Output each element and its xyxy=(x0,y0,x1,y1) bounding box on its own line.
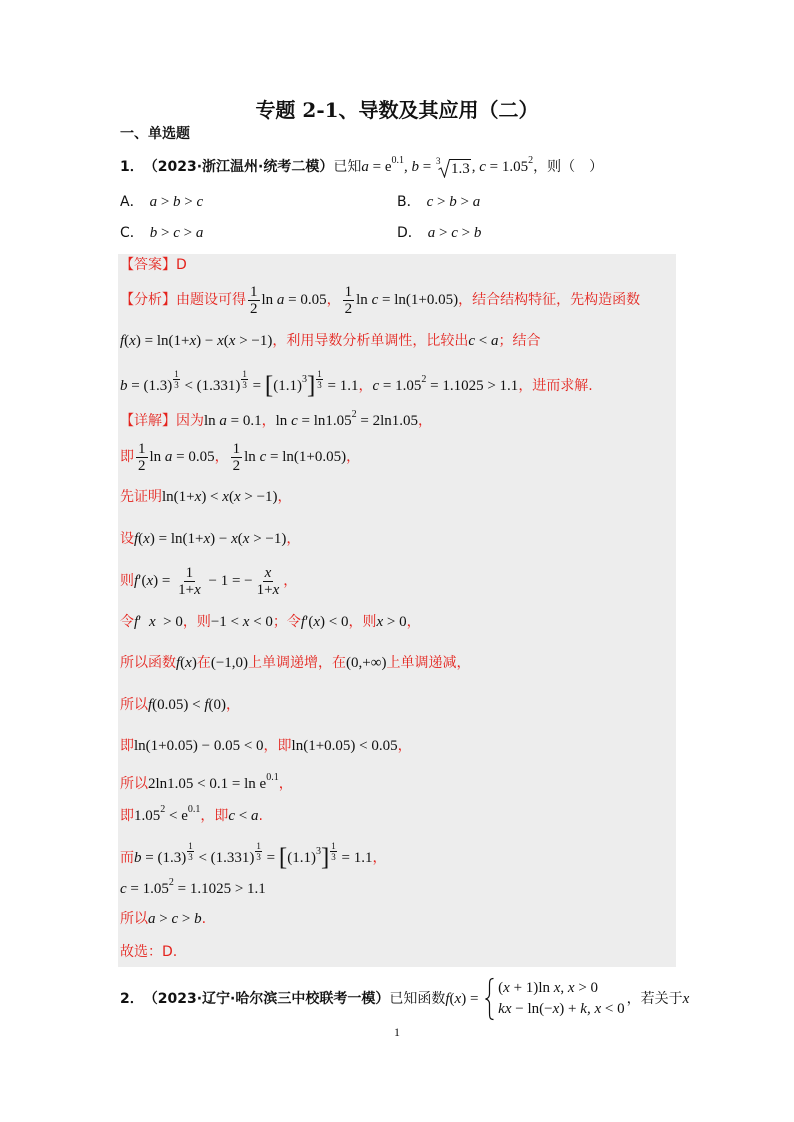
math-expression: ln(1+x) < x(x > −1) xyxy=(162,489,278,505)
math-expression: c < a xyxy=(468,333,499,349)
fraction-denominator: 2 xyxy=(250,300,258,317)
option-label: B． xyxy=(397,194,421,210)
math-variable: x xyxy=(203,531,211,547)
analysis-line-1 xyxy=(120,285,640,315)
math-variable: c xyxy=(468,333,476,349)
math-variable: x xyxy=(552,1001,560,1017)
math-expression: ln c = ln(1+0.05) xyxy=(356,292,459,308)
detail-line-15 xyxy=(120,937,177,967)
question-heading: （2023·辽宁·哈尔滨三中校联考一模） xyxy=(143,991,390,1007)
math-expression: ln a = 0.1 xyxy=(204,413,262,429)
fraction-exponent xyxy=(255,841,262,862)
large-bracket: ] xyxy=(320,844,330,871)
option-a xyxy=(120,187,203,217)
math-expression xyxy=(683,989,690,1009)
answer-text: 上单调递减， xyxy=(386,655,471,671)
math-variable: c xyxy=(228,808,236,824)
detail-line-12 xyxy=(120,840,387,873)
math-expression: (1.1) xyxy=(287,850,316,866)
option-label: D． xyxy=(397,225,422,241)
answer-text: ， xyxy=(406,614,421,630)
large-bracket: ] xyxy=(306,372,316,399)
math-variable: b xyxy=(173,194,181,210)
body-text: ，若关于 xyxy=(626,991,683,1007)
fraction-numerator: 1 xyxy=(344,283,353,300)
radicand: 1.3 xyxy=(450,160,470,177)
math-expression: = 1.1 xyxy=(323,378,359,394)
option-c xyxy=(120,218,203,248)
math-variable: x xyxy=(567,980,575,996)
fraction xyxy=(248,284,260,317)
answer-text: 所以 xyxy=(120,776,148,792)
detail-line-13 xyxy=(120,874,266,904)
math-expression: (0,+∞) xyxy=(346,655,387,671)
answer-text: 先证明 xyxy=(120,489,162,505)
answer-text: ， xyxy=(372,850,387,866)
detail-line-8 xyxy=(120,690,240,720)
math-expression: f(x) = xyxy=(445,991,483,1007)
math-expression: 1.05 xyxy=(134,808,161,824)
math-variable: f xyxy=(204,697,209,713)
fraction-denominator: 3 xyxy=(242,379,247,390)
fraction-denominator: 1+x xyxy=(256,581,280,598)
fraction-numerator: 1 xyxy=(232,440,241,457)
superscript: 0.1 xyxy=(266,772,279,783)
math-variable: a xyxy=(164,449,173,465)
superscript: 0.1 xyxy=(187,804,201,815)
case-rows xyxy=(498,978,624,1020)
math-expression: −1 < x < 0 xyxy=(210,614,273,630)
math-variable: x xyxy=(242,531,250,547)
math-expression: b = (1.3) xyxy=(120,378,173,394)
answer-text: ，即 xyxy=(200,808,229,824)
fraction-denominator: 3 xyxy=(256,851,261,862)
math-variable: f xyxy=(134,531,139,547)
answer-text: 【答案】D xyxy=(120,257,187,273)
answer-text: ， xyxy=(214,449,229,465)
large-bracket: [ xyxy=(278,844,288,871)
fraction-numerator: 1 xyxy=(331,840,336,851)
answer-line xyxy=(120,250,187,280)
math-expression: ln(1+0.05) < 0.05 xyxy=(291,738,398,754)
fraction-exponent xyxy=(316,369,323,390)
fraction xyxy=(343,284,355,317)
math-variable: c xyxy=(259,449,267,465)
fraction-numerator: 1 xyxy=(188,840,193,851)
math-expression: c = 1.05 xyxy=(120,881,169,897)
fraction-numerator: 1 xyxy=(256,840,261,851)
answer-text: 即 xyxy=(120,808,134,824)
fraction-numerator: 1 xyxy=(174,368,179,379)
math-expression: b = (1.3) xyxy=(134,850,187,866)
math-expression: = xyxy=(248,378,265,394)
answer-text: ， xyxy=(346,449,361,465)
answer-text: ， xyxy=(358,378,373,394)
answer-text: ；令 xyxy=(272,614,301,630)
math-variable: x xyxy=(504,1001,512,1017)
math-expression: 2ln1.05 < 0.1 = ln e xyxy=(148,776,267,792)
math-variable: f xyxy=(134,614,139,630)
fraction-numerator xyxy=(263,565,274,582)
answer-text: ；结合 xyxy=(498,333,541,349)
answer-text: ，结合结构特征，先构造函数 xyxy=(458,292,641,308)
math-expression: f(x) = ln(1+x) − x(x > −1) xyxy=(120,333,273,349)
math-variable: a xyxy=(472,194,481,210)
math-expression: , c = 1.05 xyxy=(471,159,529,175)
math-variable: x xyxy=(313,614,321,630)
math-variable: f xyxy=(134,573,139,589)
math-variable: c xyxy=(196,194,204,210)
page-title: 专题 2-1、导数及其应用（二） xyxy=(255,98,539,122)
option-b xyxy=(397,187,480,217)
math-variable: c xyxy=(479,159,486,175)
option-expression: a > b > c xyxy=(149,194,204,210)
math-variable: b xyxy=(411,159,419,175)
superscript: 3 xyxy=(301,374,307,385)
answer-text: . xyxy=(258,808,263,824)
answer-text: ， xyxy=(277,489,292,505)
option-expression: c > b > a xyxy=(426,194,481,210)
detail-line-9 xyxy=(120,731,412,761)
question-2-stem xyxy=(120,980,690,1017)
answer-text: ，即 xyxy=(263,738,292,754)
math-variable: c xyxy=(451,225,458,241)
option-expression: a > c > b xyxy=(427,225,482,241)
answer-text: 在 xyxy=(196,655,211,671)
math-expression: f(x) xyxy=(176,655,197,671)
math-variable: b xyxy=(134,850,142,866)
math-variable: b xyxy=(149,225,158,241)
math-variable: a xyxy=(195,225,204,241)
option-label: A． xyxy=(120,194,144,210)
question-heading: 1． xyxy=(120,159,144,175)
fraction-numerator: 1 xyxy=(317,368,322,379)
math-variable: c xyxy=(171,911,179,927)
answer-text: 则 xyxy=(120,573,134,589)
math-variable: x xyxy=(272,581,280,598)
answer-text: 故选：D. xyxy=(120,944,178,960)
fraction xyxy=(255,565,282,598)
superscript: 0.1 xyxy=(391,155,404,166)
math-variable: a xyxy=(219,413,227,429)
math-variable: x xyxy=(222,489,229,505)
math-variable: b xyxy=(194,911,202,927)
math-variable: x xyxy=(454,991,462,1007)
answer-text: 即 xyxy=(120,738,134,754)
math-variable: a xyxy=(251,808,259,824)
math-variable: x xyxy=(129,333,136,349)
fraction-exponent xyxy=(187,841,194,862)
answer-text: ，则 xyxy=(182,614,211,630)
fraction-denominator: 2 xyxy=(138,457,146,474)
fraction-numerator: 1 xyxy=(185,564,194,581)
fraction xyxy=(176,565,203,598)
math-variable: a xyxy=(427,225,436,241)
math-expression: f(x) = ln(1+x) − x(x > −1) xyxy=(134,531,287,547)
math-expression: < (1.331) xyxy=(180,378,241,394)
math-variable: x xyxy=(553,980,561,996)
detail-line-7 xyxy=(120,648,470,678)
answer-text: ， xyxy=(326,292,341,308)
math-expression: ln(1+0.05) − 0.05 < 0 xyxy=(134,738,264,754)
math-variable: f xyxy=(120,333,125,349)
answer-text: ， xyxy=(286,531,301,547)
math-variable: f xyxy=(300,614,306,630)
detail-line-3 xyxy=(120,482,292,512)
math-variable: b xyxy=(449,194,457,210)
math-variable: x xyxy=(228,333,236,349)
superscript: 2 xyxy=(160,804,166,815)
body-text: 已知函数 xyxy=(389,991,446,1007)
question-heading: 2． xyxy=(120,991,144,1007)
answer-text: 【详解】因为 xyxy=(120,413,204,429)
analysis-line-3 xyxy=(120,368,593,401)
piecewise-cases xyxy=(484,977,624,1021)
section-heading: 一、单选题 xyxy=(120,126,190,142)
math-variable: c xyxy=(371,292,379,308)
math-variable: b xyxy=(473,225,482,241)
answer-text: 而 xyxy=(120,850,134,866)
answer-text: 即 xyxy=(120,449,134,465)
fraction-denominator: 3 xyxy=(174,379,179,390)
cube-root xyxy=(435,155,471,178)
math-variable: x xyxy=(242,614,250,630)
fraction xyxy=(231,441,243,474)
math-expression: = 1.1 xyxy=(337,850,373,866)
answer-text: ，则 xyxy=(348,614,377,630)
option-expression: b > c > a xyxy=(149,225,204,241)
detail-line-2 xyxy=(120,442,360,472)
answer-text: 设 xyxy=(120,531,134,547)
detail-line-6 xyxy=(120,607,421,637)
answer-text: 令 xyxy=(120,614,134,630)
math-variable: x xyxy=(231,531,238,547)
math-variable: f xyxy=(445,991,450,1007)
root-index: 3 xyxy=(435,155,441,166)
case-row: kx − ln(−x) + k, x < 0 xyxy=(498,1001,625,1017)
math-expression: f(0.05) < f(0) xyxy=(148,697,227,713)
math-expression: ln a = 0.05 xyxy=(149,449,215,465)
math-variable: x xyxy=(194,581,201,598)
detail-line-1 xyxy=(120,406,432,436)
math-expression: < e xyxy=(165,808,188,824)
answer-text: 【分析】由题设可得 xyxy=(120,292,246,308)
case-row: (x + 1)ln x, x > 0 xyxy=(498,980,599,996)
math-variable: c xyxy=(173,225,180,241)
answer-text: 所以函数 xyxy=(120,655,176,671)
answer-text: ，利用导数分析单调性，比较出 xyxy=(272,333,469,349)
fraction xyxy=(136,441,148,474)
detail-line-11 xyxy=(120,801,263,831)
detail-line-14 xyxy=(120,904,206,934)
answer-text: ，进而求解. xyxy=(518,378,593,394)
superscript: 2 xyxy=(421,374,427,385)
math-expression: (1.1) xyxy=(273,378,302,394)
math-variable: k xyxy=(498,1001,505,1017)
option-d xyxy=(397,218,481,248)
math-variable: x xyxy=(594,1001,602,1017)
fraction-denominator: 2 xyxy=(344,300,353,317)
math-variable: a xyxy=(148,911,156,927)
math-variable: x xyxy=(143,531,150,547)
math-variable: c xyxy=(291,413,298,429)
superscript: 2 xyxy=(351,409,357,420)
fraction-denominator: 3 xyxy=(317,379,322,390)
fraction-denominator: 2 xyxy=(232,457,241,474)
math-expression: , b = xyxy=(403,159,435,175)
brace-svg xyxy=(484,977,495,1021)
fraction-denominator: 1+x xyxy=(178,581,201,598)
math-expression: a > c > b xyxy=(148,911,202,927)
math-expression: x > 0 xyxy=(376,614,407,630)
math-variable: b xyxy=(120,378,128,394)
math-variable: x xyxy=(194,489,202,505)
math-variable: x xyxy=(146,573,154,589)
math-expression: f′(x) = xyxy=(134,573,175,589)
fraction-numerator: 1 xyxy=(138,440,146,457)
answer-text: 所以 xyxy=(120,911,148,927)
answer-text: ， xyxy=(226,697,241,713)
math-expression: c < a xyxy=(228,808,259,824)
fraction-exponent xyxy=(330,841,337,862)
math-variable: a xyxy=(276,292,285,308)
math-variable: x xyxy=(233,489,241,505)
math-variable: x xyxy=(217,333,224,349)
fraction-denominator: 3 xyxy=(331,851,336,862)
superscript: 2 xyxy=(528,155,534,166)
left-brace-icon xyxy=(484,977,495,1021)
superscript: 2 xyxy=(168,877,174,888)
answer-text: . xyxy=(201,911,207,927)
large-bracket: [ xyxy=(264,372,274,399)
math-expression: = 1.1025 > 1.1 xyxy=(426,378,519,394)
fraction-numerator: 1 xyxy=(250,283,258,300)
math-variable: f xyxy=(176,655,181,671)
math-variable: a xyxy=(149,194,158,210)
math-variable: c xyxy=(120,881,127,897)
math-variable: a xyxy=(491,333,499,349)
detail-line-5 xyxy=(120,566,297,596)
fraction-exponent xyxy=(241,369,248,390)
math-variable: c xyxy=(372,378,380,394)
question-heading: （2023·浙江温州·统考二模） xyxy=(143,159,334,175)
math-variable: x xyxy=(376,614,384,630)
math-expression: f′(x) < 0 xyxy=(300,614,349,630)
answer-text: ， xyxy=(397,738,412,754)
answer-text: ， xyxy=(278,776,293,792)
math-expression: − 1 = − xyxy=(204,573,253,589)
detail-line-10 xyxy=(120,769,293,799)
fraction-denominator: 3 xyxy=(188,851,193,862)
page-number: 1 xyxy=(394,1025,400,1039)
fraction-exponent xyxy=(173,369,180,390)
math-expression: a = e xyxy=(361,159,392,175)
math-expression: < (1.331) xyxy=(194,850,255,866)
math-expression: ln c = ln(1+0.05) xyxy=(244,449,347,465)
answer-text: 上单调递增，在 xyxy=(248,655,347,671)
math-expression: f′ x > 0 xyxy=(134,614,183,630)
math-expression: c = 1.05 xyxy=(372,378,422,394)
option-label: C． xyxy=(120,225,144,241)
math-expression: = 1.1025 > 1.1 xyxy=(173,881,266,897)
body-text: 已知 xyxy=(333,159,362,175)
body-text: ，则（ ） xyxy=(533,159,604,175)
math-variable: x xyxy=(503,980,510,996)
analysis-line-2 xyxy=(120,326,541,356)
math-variable: k xyxy=(580,1001,587,1017)
detail-line-4 xyxy=(120,524,300,554)
math-variable: c xyxy=(426,194,434,210)
superscript: 3 xyxy=(315,846,321,857)
answer-text: ， xyxy=(418,413,433,429)
fraction-numerator: 1 xyxy=(242,368,247,379)
math-variable: x xyxy=(148,614,156,630)
math-expression: = xyxy=(262,850,279,866)
math-variable: x xyxy=(189,333,197,349)
math-expression: (−1,0) xyxy=(210,655,249,671)
answer-text: ， xyxy=(283,573,298,589)
math-expression: ln c = ln1.05 xyxy=(275,413,352,429)
math-variable: x xyxy=(682,991,690,1007)
math-expression: ln a = 0.05 xyxy=(261,292,327,308)
math-variable: x xyxy=(264,564,272,581)
math-variable: x xyxy=(185,655,192,671)
math-variable: a xyxy=(361,159,369,175)
question-1-stem xyxy=(120,152,603,182)
answer-text: ， xyxy=(261,413,276,429)
math-expression: = 2ln1.05 xyxy=(356,413,419,429)
answer-text: 所以 xyxy=(120,697,148,713)
math-variable: f xyxy=(148,697,153,713)
